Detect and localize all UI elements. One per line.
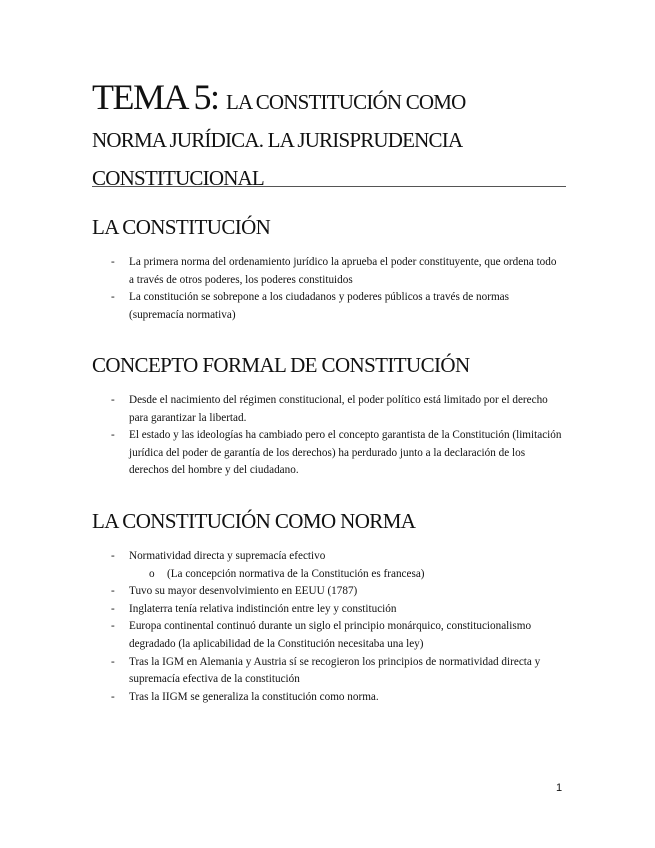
page-number: 1 (556, 782, 563, 794)
document-title (92, 77, 566, 195)
list-item-text: Normatividad directa y supremacía efectivo (129, 550, 326, 562)
title-prefix: TEMA 5: (92, 77, 219, 117)
sub-list-item: o (La concepción normativa de la Constitución es francesa) (129, 566, 564, 584)
list-item: - Europa continental continuó durante un siglo el principio monárquico, constitucionalismo degradado (la aplicabilidad de la Constitución necesitaba una ley) (92, 618, 566, 653)
list-item: - Tuvo su mayor desenvolvimiento en EEUU (1787) (92, 583, 566, 601)
section-list-la-constitucion (92, 254, 566, 324)
list-item: - Tras la IGM en Alemania y Austria sí se recogieron los principios de normatividad directa y supremacía efectiva de la constitución (92, 654, 566, 689)
list-item: - El estado y las ideologías ha cambiado pero el concepto garantista de la Constitución (limitación jurídica del poder de garantía de los derechos) ha perdurado junto a la declaración de los derechos del hombre y del ciudadano. (92, 427, 566, 480)
section-list-concepto-formal (92, 392, 566, 480)
list-item: - La constitución se sobrepone a los ciudadanos y poderes públicos a través de normas (supremacía normativa) (92, 289, 566, 324)
section-heading-la-constitucion: LA CONSTITUCIÓN (92, 215, 271, 239)
list-item: - Inglaterra tenía relativa indistinción entre ley y constitución (92, 601, 566, 619)
title-line-1: LA CONSTITUCIÓN COMO (226, 90, 466, 114)
title-line-3: CONSTITUCIONAL (92, 166, 264, 190)
list-item: - Tras la IIGM se generaliza la constitución como norma. (92, 689, 566, 707)
title-line-2: NORMA JURÍDICA. LA JURISPRUDENCIA (92, 128, 463, 152)
sub-list (129, 566, 564, 584)
section-heading-concepto-formal: CONCEPTO FORMAL DE CONSTITUCIÓN (92, 353, 470, 377)
list-item: - La primera norma del ordenamiento jurídico la aprueba el poder constituyente, que ordena todo a través de otros poderes, los poderes constituidos (92, 254, 566, 289)
list-item: - Desde el nacimiento del régimen constitucional, el poder político está limitado por el derecho para garantizar la libertad. (92, 392, 566, 427)
list-item (92, 548, 566, 583)
section-heading-constitucion-como-norma: LA CONSTITUCIÓN COMO NORMA (92, 509, 416, 533)
title-divider (92, 186, 566, 187)
title-block (92, 77, 566, 195)
section-list-constitucion-como-norma (92, 548, 566, 706)
